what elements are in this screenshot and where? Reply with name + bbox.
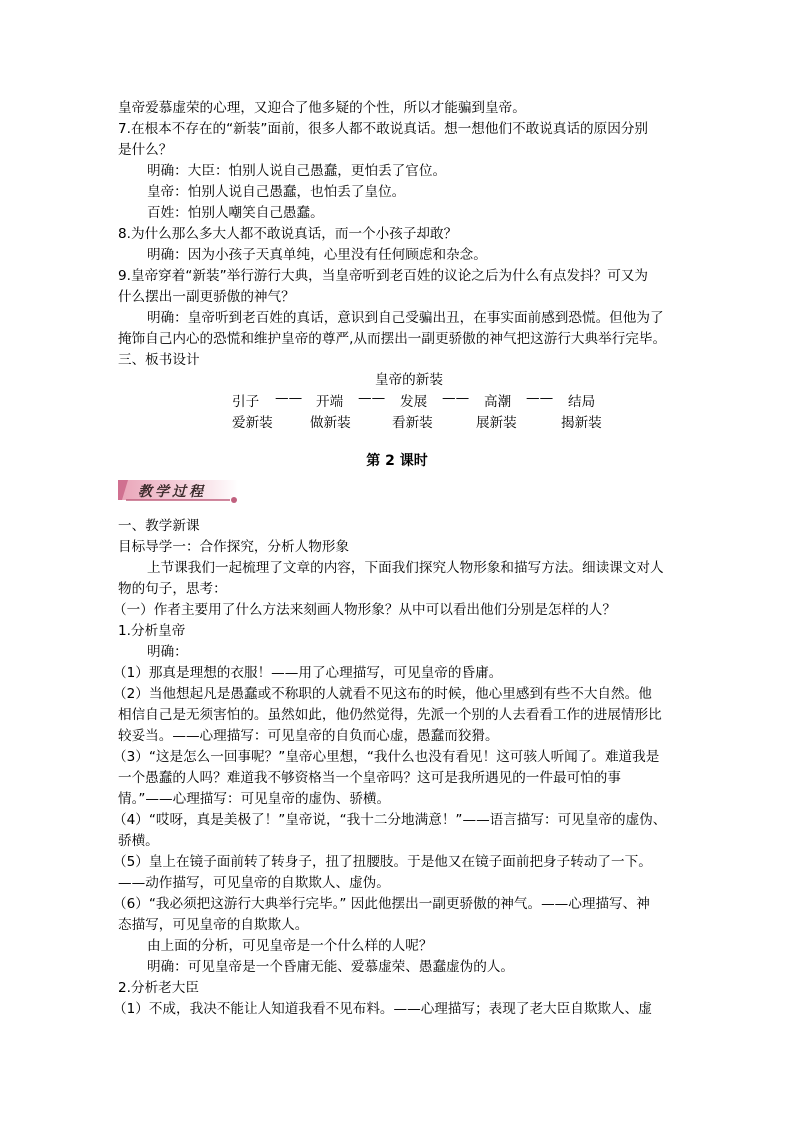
text-line: 掩饰自己内心的恐慌和维护皇帝的尊严,从而摆出一副更骄傲的神气把这游行大典举行完毕。 bbox=[118, 331, 667, 347]
text-line: （3）“这是怎么一回事呢？”皇帝心里想，“我什么也没有看见！这可骇人听闻了。难道我是 bbox=[113, 749, 660, 765]
text-line: 上节课我们一起梳理了文章的内容，下面我们探究人物形象和描写方法。细读课文对人 bbox=[147, 560, 664, 576]
board-stage: 开端 bbox=[316, 394, 344, 410]
text-line: 情。”——心理描写：可见皇帝的虚伪、骄横。 bbox=[118, 791, 391, 807]
board-dash: —— bbox=[442, 390, 470, 406]
text-line: ——动作描写，可见皇帝的自欺欺人、虚伪。 bbox=[118, 875, 390, 891]
board-stage: 高潮 bbox=[484, 394, 512, 410]
board-dash: —— bbox=[526, 390, 554, 406]
answer-line: 皇帝：怕别人说自己愚蠢，也怕丢了皇位。 bbox=[147, 184, 406, 200]
board-dash: —— bbox=[275, 390, 303, 406]
text-line: 相信自己是无须害怕的。虽然如此，他仍然觉得，先派一个别的人去看看工作的进展情形比 bbox=[118, 707, 662, 723]
text-line: 一个愚蠢的人吗？难道我不够资格当一个皇帝吗？这可是我所遇见的一件最可怕的事 bbox=[118, 770, 621, 786]
section-heading: 三、板书设计 bbox=[118, 352, 200, 368]
board-event: 爱新装 bbox=[232, 415, 273, 431]
text-line: （6）“我必须把这游行大典举行完毕。” 因此他摆出一副更骄傲的神气。——心理描写、神 bbox=[113, 896, 650, 912]
goal-heading: 目标导学一：合作探究，分析人物形象 bbox=[118, 539, 350, 555]
board-title: 皇帝的新装 bbox=[375, 372, 443, 388]
board-event: 看新装 bbox=[392, 415, 433, 431]
board-stage: 引子 bbox=[232, 394, 260, 410]
answer-line: 百姓：怕别人嘲笑自己愚蠢。 bbox=[147, 205, 324, 221]
text-line: 态描写，可见皇帝的自欺欺人。 bbox=[118, 917, 309, 933]
sub-heading: 2.分析老大臣 bbox=[118, 980, 199, 996]
text-line: 较妥当。——心理描写：可见皇帝的自负而心虚，愚蠢而狡猾。 bbox=[118, 728, 499, 744]
answer-line: 明确：可见皇帝是一个昏庸无能、爱慕虚荣、愚蠢虚伪的人。 bbox=[147, 959, 515, 975]
text-line: 皇帝爱慕虚荣的心理，又迎合了他多疑的个性，所以才能骗到皇帝。 bbox=[118, 100, 526, 116]
text-line: （2）当他想起凡是愚蠢或不称职的人就看不见这布的时候，他心里感到有些不大自然。他 bbox=[113, 686, 652, 702]
section-banner: 教学过程 bbox=[138, 484, 206, 500]
answer-line: 明确： bbox=[147, 644, 188, 660]
question-9: 9.皇帝穿着“新装”举行游行大典，当皇帝听到老百姓的议论之后为什么有点发抖？可又为 bbox=[118, 268, 649, 284]
lesson-title: 第 2 课时 bbox=[366, 453, 428, 469]
answer-line: 明确：因为小孩子天真单纯，心里没有任何顾虑和杂念。 bbox=[147, 247, 487, 263]
text-line: 物的句子，思考： bbox=[118, 581, 227, 597]
board-stage: 结局 bbox=[568, 394, 596, 410]
question-8: 8.为什么那么多大人都不敢说真话，而一个小孩子却敢？ bbox=[118, 226, 458, 242]
text-line: 骄横。 bbox=[118, 833, 159, 849]
text-line: 是什么？ bbox=[118, 142, 173, 158]
question-7: 7.在根本不存在的“新装”面前，很多人都不敢说真话。想一想他们不敢说真话的原因分别 bbox=[118, 121, 649, 137]
text-line: （1）不成，我决不能让人知道我看不见布料。——心理描写；表现了老大臣自欺欺人、虚 bbox=[113, 1001, 652, 1017]
text-line: （1）那真是理想的衣服！——用了心理描写，可见皇帝的昏庸。 bbox=[113, 665, 503, 681]
text-line: （5）皇上在镜子面前转了转身子，扭了扭腰肢。于是他又在镜子面前把身子转动了一下。 bbox=[113, 854, 652, 870]
answer-line: 明确：大臣：怕别人说自己愚蠢，更怕丢了官位。 bbox=[147, 163, 447, 179]
sub-heading: 1.分析皇帝 bbox=[118, 623, 186, 639]
section-heading: 一、教学新课 bbox=[118, 518, 200, 534]
text-line: 什么摆出一副更骄傲的神气？ bbox=[118, 289, 295, 305]
text-line: 由上面的分析，可见皇帝是一个什么样的人呢？ bbox=[147, 938, 433, 954]
board-event: 揭新装 bbox=[561, 415, 602, 431]
board-stage: 发展 bbox=[400, 394, 428, 410]
board-dash: —— bbox=[358, 390, 386, 406]
text-line: （4）“哎呀，真是美极了！”皇帝说，“我十二分地满意！”——语言描写：可见皇帝的虚伪、 bbox=[113, 812, 667, 828]
board-event: 做新装 bbox=[310, 415, 351, 431]
question-line: （一）作者主要用了什么方法来刻画人物形象？从中可以看出他们分别是怎样的人？ bbox=[113, 602, 616, 618]
board-event: 展新装 bbox=[476, 415, 517, 431]
answer-line: 明确：皇帝听到老百姓的真话，意识到自己受骗出丑，在事实面前感到恐慌。但他为了 bbox=[147, 310, 664, 326]
